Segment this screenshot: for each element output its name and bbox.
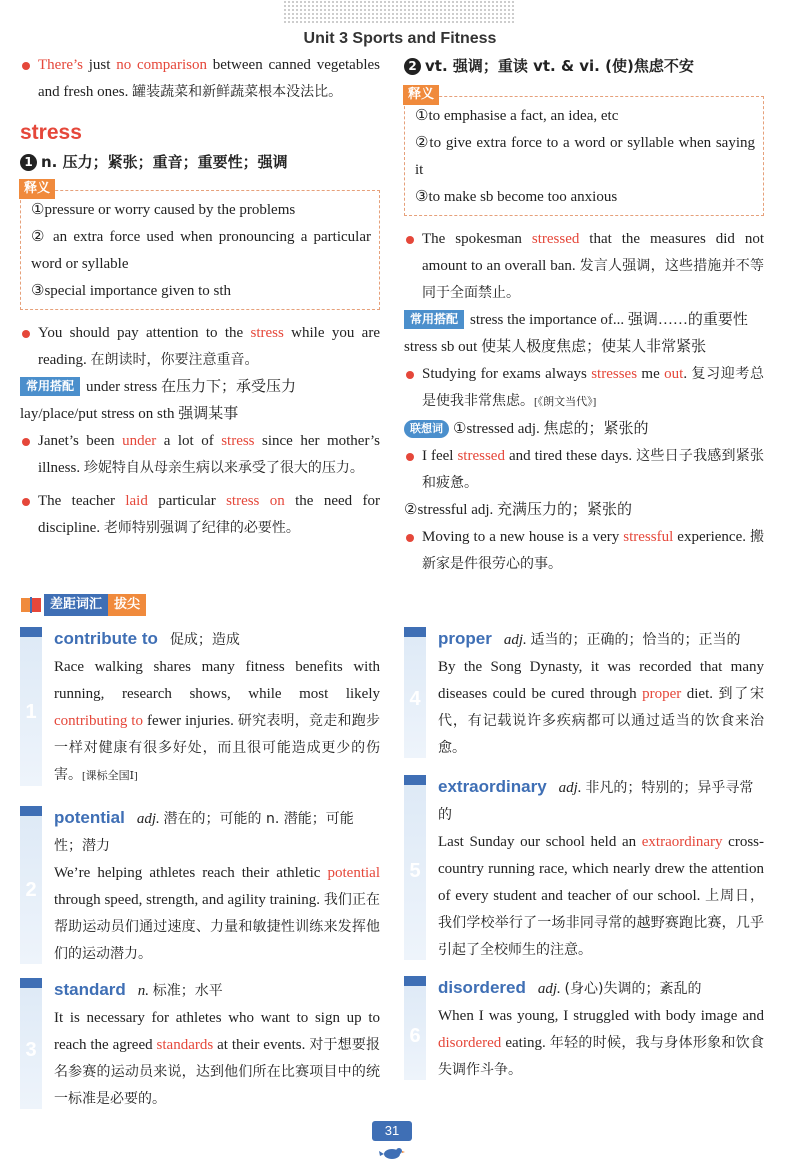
definition-box-1 <box>20 181 380 310</box>
header-pattern <box>283 0 515 24</box>
entry-number-bar: 1 <box>20 627 42 786</box>
entry-example: It is necessary for athletes who want to sign up to reach the agreed standards at their events. 对于想要报名参赛的运动员来说，达到他们所在比赛项目中的统一标准是必要的。 <box>54 1010 381 1107</box>
section-title-highlight: 拔尖 <box>108 594 146 616</box>
example-stressful: Moving to a new house is a very stressful experience. 搬新家是件很劳心的事。 <box>404 524 764 578</box>
sense-number: 1 <box>20 154 37 171</box>
entry-word: contribute to <box>54 629 158 648</box>
entry-example: When I was young, I struggled with body image and disordered eating. 年轻的时候，我与身体形象和饮食失调作斗争。 <box>438 1008 765 1078</box>
collocation-1: 常用搭配 under stress 在压力下；承受压力 <box>20 374 380 401</box>
sense-2: 2 vt. 强调；重读 vt. & vi. (使)焦虑不安 <box>404 52 764 80</box>
example-stressed-1: The spokesman stressed that the measures did not amount to an overall ban. 发言人强调，这些措施并不等同于全面禁止。 <box>404 226 764 307</box>
word-entry-6: 6 disordered adj. (身心)失调的；紊乱的 When I was young, I struggled with body image and disordered eating. 年轻的时候，我与身体形象和饮食失调作斗争。 <box>404 974 764 1084</box>
left-column <box>20 52 380 542</box>
collocation-3: 常用搭配 stress the importance of... 强调……的重要性 <box>404 307 764 334</box>
section-banner <box>20 593 146 617</box>
entry-number-bar: 4 <box>404 627 426 758</box>
example-stress-3: The teacher laid particular stress on the need for discipline. 老师特别强调了纪律的必要性。 <box>20 488 380 542</box>
entry-word: standard <box>54 980 126 999</box>
collocation-4: stress sb out 使某人极度焦虑；使某人非常紧张 <box>404 339 707 355</box>
word-entry-4: 4 proper adj. 适当的；正确的；恰当的；正当的 By the Song Dynasty, it was recorded that many diseases could be cured through proper diet. 到了宋代，有记载说许多疾病都可以通过适当的饮食来治愈。 <box>404 625 764 762</box>
example-comparison: There’s just no comparison between canned vegetables and fresh ones. 罐装蔬菜和新鲜蔬菜根本没法比。 <box>20 52 380 106</box>
section-title: 差距词汇 <box>44 594 108 616</box>
entry-number-bar: 5 <box>404 775 426 960</box>
word-entry-2: 2 potential adj. 潜在的；可能的 n. 潜能；可能性；潜力 We’re helping athletes reach their athletic potential through speed, strength, and agility training. 我们正在帮助运动员们通过速度、力量和敏捷性训练来发挥他们的运动潜力。 <box>20 804 380 968</box>
entry-example: Last Sunday our school held an extraordinary cross-country running race, which nearly drew the attention of every student and teacher of our school. 上周日，我们学校举行了一场非同寻常的越野赛跑比赛，几乎引起了全校师生的注意。 <box>438 834 765 958</box>
entry-word: disordered <box>438 978 526 997</box>
headword-stress: stress <box>20 121 82 144</box>
entry-number-bar: 2 <box>20 806 42 964</box>
collocation-tag: 常用搭配 <box>20 377 80 396</box>
associated-word-2: ②stressful adj. 充满压力的；紧张的 <box>404 502 633 518</box>
entry-example: Race walking shares many fitness benefits with running, research shows, while most likely contributing to fewer injuries. 研究表明，竞走和跑步一样对健康有很多好处，而且很可能造成更少的伤害。[课标全国Ⅰ] <box>54 659 380 783</box>
definition-box-2 <box>404 87 764 216</box>
bird-icon <box>378 1144 406 1162</box>
right-column <box>404 52 764 578</box>
definition: ③special importance given to sth <box>31 283 232 299</box>
definition-tag: 释义 <box>403 85 439 105</box>
word-entry-3: 3 standard n. 标准；水平 It is necessary for athletes who want to sign up to reach the agreed standards at their events. 对于想要报名参赛的运动员来说，达到他们所在比赛项目中的统一标准是必要的。 <box>20 976 380 1113</box>
example-stress-1: You should pay attention to the stress while you are reading. 在朗读时，你要注意重音。 <box>20 320 380 374</box>
entry-word: proper <box>438 629 492 648</box>
definition: ② an extra force used when pronouncing a particular word or syllable <box>31 229 371 272</box>
entry-number-bar: 3 <box>20 978 42 1109</box>
definition: ②to give extra force to a word or syllable when saying it <box>415 135 755 178</box>
word-entry-5: 5 extraordinary adj. 非凡的；特别的；异乎寻常的 Last Sunday our school held an extraordinary cross-country running race, which nearly drew the attention of every student and teacher of our school. 上周日，我们学校举行了一场非同寻常的越野赛跑比赛，几乎引起了全校师生的注意。 <box>404 773 764 964</box>
definition: ③to make sb become too anxious <box>415 189 618 205</box>
associated-word-1: 联想词 ①stressed adj. 焦虑的；紧张的 <box>404 416 764 443</box>
sense-1: 1 n. 压力；紧张；重音；重要性；强调 <box>20 148 380 176</box>
association-tag: 联想词 <box>404 420 449 438</box>
word-entry-1: 1 contribute to 促成；造成 Race walking shares many fitness benefits with running, research shows, while most likely contributing to fewer injuries. 研究表明，竞走和跑步一样对健康有很多好处，而且很可能造成更少的伤害。[课标全国Ⅰ] <box>20 625 380 790</box>
example-stresses-out: Studying for exams always stresses me out. 复习迎考总是使我非常焦虑。[《朗文当代》] <box>404 361 764 416</box>
entry-word: potential <box>54 808 125 827</box>
definition: ①pressure or worry caused by the problems <box>31 202 296 218</box>
page-number: 31 <box>372 1121 412 1141</box>
collocation-tag: 常用搭配 <box>404 310 464 329</box>
entry-number-bar: 6 <box>404 976 426 1080</box>
example-stressed-2: I feel stressed and tired these days. 这些日子我感到紧张和疲惫。 <box>404 443 764 497</box>
definition: ①to emphasise a fact, an idea, etc <box>415 108 619 124</box>
entry-example: By the Song Dynasty, it was recorded that many diseases could be cured through proper diet. 到了宋代，有记载说许多疾病都可以通过适当的饮食来治愈。 <box>438 659 765 756</box>
collocation-2: lay/place/put stress on sth 强调某事 <box>20 406 239 422</box>
entry-example: We’re helping athletes reach their athletic potential through speed, strength, and agility training. 我们正在帮助运动员们通过速度、力量和敏捷性训练来发挥他们的运动潜力。 <box>54 865 381 962</box>
definition-tag: 释义 <box>19 179 55 199</box>
book-icon <box>20 595 42 615</box>
entry-word: extraordinary <box>438 777 547 796</box>
unit-header: Unit 3 Sports and Fitness <box>303 30 497 47</box>
sense-number: 2 <box>404 58 421 75</box>
example-stress-2: Janet’s been under a lot of stress since her mother’s illness. 珍妮特自从母亲生病以来承受了很大的压力。 <box>20 428 380 482</box>
